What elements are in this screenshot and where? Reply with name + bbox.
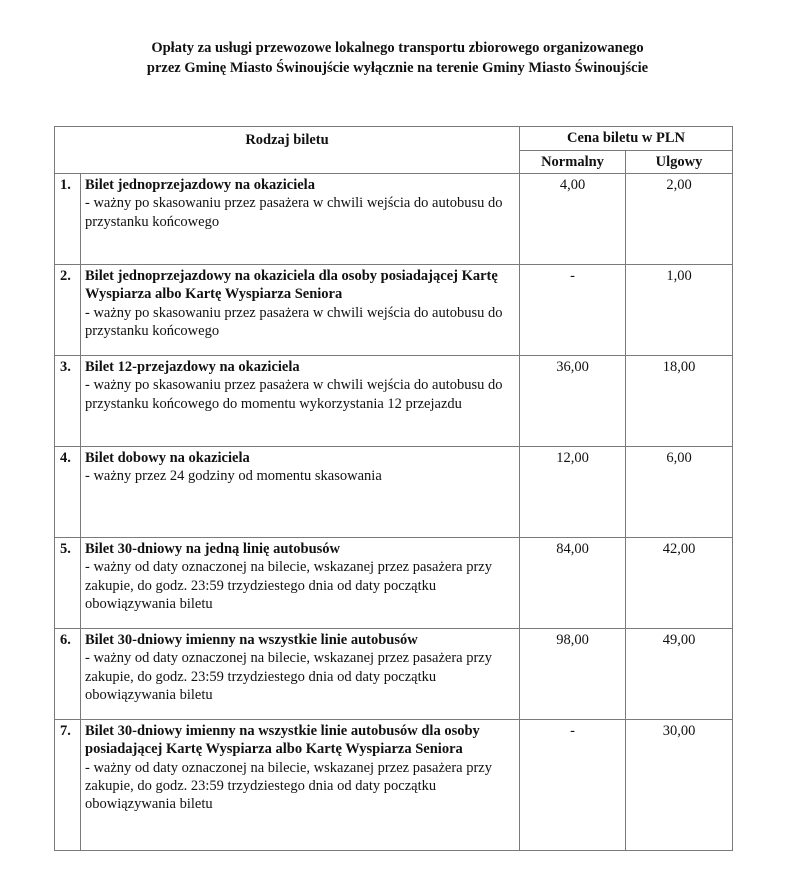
ticket-name: Bilet jednoprzejazdowy na okaziciela dla osoby posiadającej Kartę Wyspiarza albo Kartę Wyspiarza Seniora: [85, 268, 498, 303]
title-line-1: Opłaty za usługi przewozowe lokalnego transportu zbiorowego organizowanego: [151, 40, 644, 56]
table-row: [55, 447, 733, 538]
ticket-description: [81, 265, 520, 356]
price-normal: -: [520, 265, 626, 356]
header-price-group: Cena biletu w PLN: [520, 127, 733, 151]
table-row: [55, 720, 733, 851]
price-normal: 12,00: [520, 447, 626, 538]
ticket-note: - ważny od daty oznaczonej na bilecie, wskazanej przez pasażera przy zakupie, do godz. 23:59 trzydziestego dnia od daty początku obowiązywania biletu: [85, 650, 492, 703]
ticket-description: [81, 629, 520, 720]
price-normal: 84,00: [520, 538, 626, 629]
price-reduced: 18,00: [626, 356, 733, 447]
table-row: [55, 356, 733, 447]
header-row: [55, 127, 733, 151]
price-reduced: 30,00: [626, 720, 733, 851]
ticket-description: [81, 174, 520, 265]
ticket-note: - ważny po skasowaniu przez pasażera w chwili wejścia do autobusu do przystanku końcowego: [85, 195, 503, 230]
ticket-name: Bilet 30-dniowy na jedną linię autobusów: [85, 541, 341, 557]
table-row: [55, 538, 733, 629]
row-number: 7.: [55, 720, 81, 851]
row-number: 1.: [55, 174, 81, 265]
ticket-note: - ważny po skasowaniu przez pasażera w chwili wejścia do autobusu do przystanku końcowego: [85, 304, 503, 339]
price-normal: 98,00: [520, 629, 626, 720]
ticket-note: - ważny od daty oznaczonej na bilecie, wskazanej przez pasażera przy zakupie, do godz. 23:59 trzydziestego dnia od daty początku obowiązywania biletu: [85, 759, 492, 813]
price-normal: -: [520, 720, 626, 851]
row-number: 3.: [55, 356, 81, 447]
ticket-description: [81, 447, 520, 538]
document-title: [0, 38, 795, 78]
price-reduced: 1,00: [626, 265, 733, 356]
table-row: [55, 174, 733, 265]
ticket-name: Bilet 30-dniowy imienny na wszystkie linie autobusów dla osoby posiadającej Kartę Wyspiarza albo Kartę Wyspiarza Seniora: [85, 723, 480, 758]
price-normal: 4,00: [520, 174, 626, 265]
price-reduced: 6,00: [626, 447, 733, 538]
ticket-note: - ważny od daty oznaczonej na bilecie, wskazanej przez pasażera przy zakupie, do godz. 23:59 trzydziestego dnia od daty początku obowiązywania biletu: [85, 559, 492, 612]
table-row: [55, 629, 733, 720]
row-number: 2.: [55, 265, 81, 356]
ticket-name: Bilet dobowy na okaziciela: [85, 450, 250, 466]
price-reduced: 49,00: [626, 629, 733, 720]
ticket-name: Bilet 30-dniowy imienny na wszystkie linie autobusów: [85, 632, 418, 648]
ticket-description: [81, 720, 520, 851]
ticket-name: Bilet 12-przejazdowy na okaziciela: [85, 359, 300, 375]
row-number: 5.: [55, 538, 81, 629]
header-reduced: Ulgowy: [626, 151, 733, 174]
title-line-2: przez Gminę Miasto Świnoujście wyłącznie na terenie Gminy Miasto Świnoujście: [146, 60, 649, 76]
ticket-description: [81, 356, 520, 447]
price-normal: 36,00: [520, 356, 626, 447]
header-ticket-type: Rodzaj biletu: [55, 127, 520, 174]
ticket-note: - ważny przez 24 godziny od momentu skasowania: [85, 468, 382, 485]
ticket-note: - ważny po skasowaniu przez pasażera w chwili wejścia do autobusu do przystanku końcowego do momentu wykorzystania 12 przejazdu: [85, 377, 503, 412]
ticket-description: [81, 538, 520, 629]
row-number: 4.: [55, 447, 81, 538]
header-normal: Normalny: [520, 151, 626, 174]
price-reduced: 2,00: [626, 174, 733, 265]
ticket-name: Bilet jednoprzejazdowy na okaziciela: [85, 177, 315, 193]
price-reduced: 42,00: [626, 538, 733, 629]
row-number: 6.: [55, 629, 81, 720]
table-row: [55, 265, 733, 356]
fares-table: [54, 126, 733, 851]
